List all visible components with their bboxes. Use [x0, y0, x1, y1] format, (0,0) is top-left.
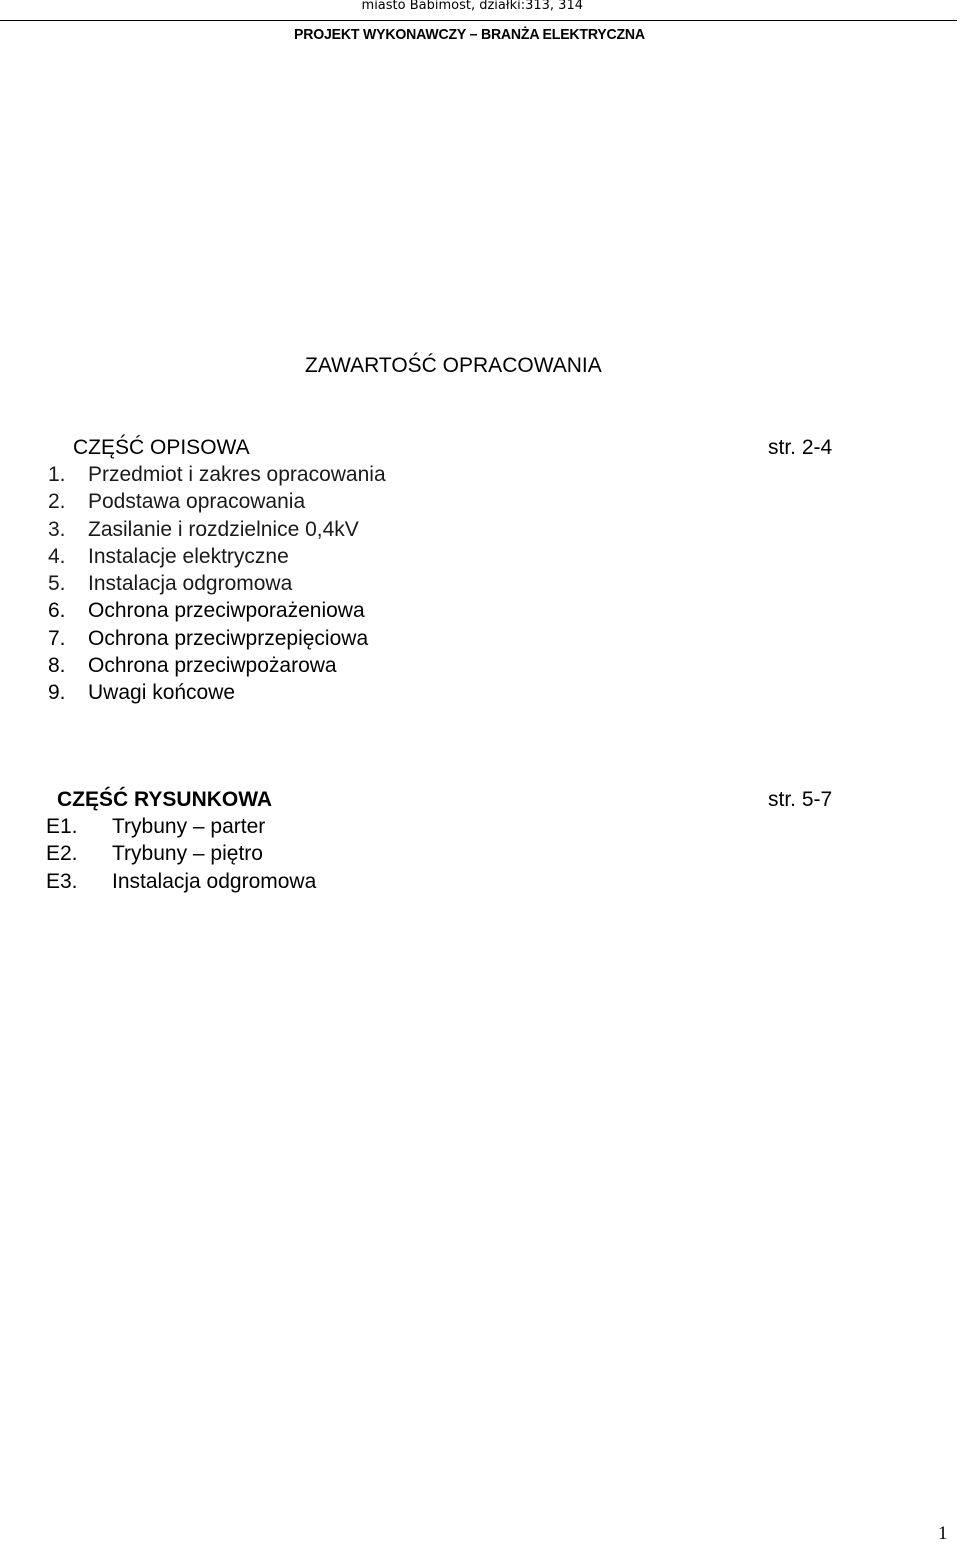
item-text: Ochrona przeciwporażeniowa [88, 599, 365, 623]
item-text: Ochrona przeciwpożarowa [88, 654, 337, 678]
item-number: 5. [48, 572, 66, 596]
header-divider [0, 20, 957, 21]
header-location: miasto Babimost, działki:313, 314 [361, 0, 583, 13]
descriptive-part-pages: str. 2-4 [768, 436, 833, 459]
item-number: 2. [48, 490, 66, 514]
item-number: 3. [48, 517, 66, 541]
item-number: 1. [48, 463, 66, 486]
item-text: Zasilanie i rozdzielnice 0,4kV [88, 517, 359, 541]
page-number: 1 [938, 1523, 948, 1544]
item-text: Uwagi końcowe [88, 681, 236, 705]
item-number: 8. [48, 654, 66, 678]
item-number: E2. [46, 842, 78, 866]
drawing-part-pages: str. 5-7 [768, 788, 833, 811]
item-number: 6. [48, 599, 66, 623]
item-text: Ochrona przeciwprzepięciowa [88, 626, 369, 650]
descriptive-part-heading: CZĘŚĆ OPISOWA [73, 436, 250, 459]
item-number: 7. [48, 626, 66, 650]
item-number: E3. [46, 869, 78, 893]
item-text: Przedmiot i zakres opracowania [88, 463, 386, 486]
item-number: E1. [46, 815, 78, 838]
item-text: Podstawa opracowania [88, 490, 306, 514]
item-text: Instalacje elektryczne [88, 544, 289, 568]
item-number: 9. [48, 681, 66, 705]
item-text: Trybuny – parter [112, 815, 266, 838]
item-text: Trybuny – piętro [112, 842, 263, 866]
item-text: Instalacja odgromowa [112, 869, 317, 893]
document-title: ZAWARTOŚĆ OPRACOWANIA [305, 354, 602, 377]
item-number: 4. [48, 544, 66, 568]
header-project-title: PROJEKT WYKONAWCZY – BRANŻA ELEKTRYCZNA [294, 26, 645, 43]
drawing-part-heading: CZĘŚĆ RYSUNKOWA [57, 788, 273, 811]
item-text: Instalacja odgromowa [88, 572, 293, 596]
